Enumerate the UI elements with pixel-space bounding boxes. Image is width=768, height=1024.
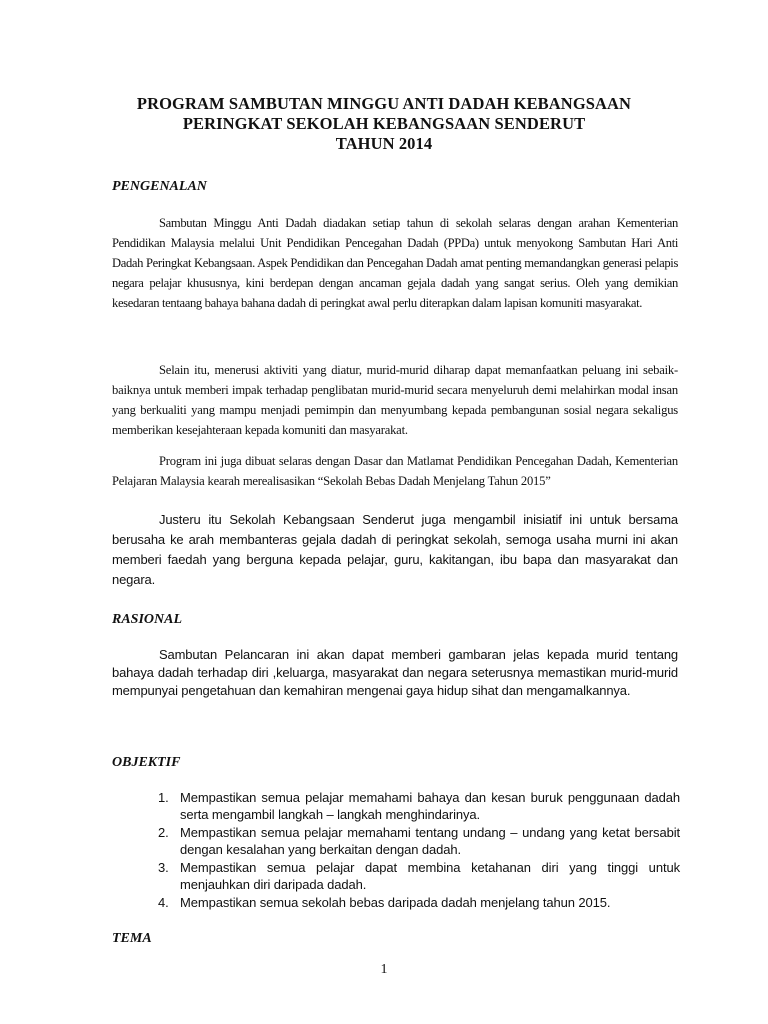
heading-pengenalan: PENGENALAN [112,179,207,194]
paragraph-pengenalan-1: Sambutan Minggu Anti Dadah diadakan setiap tahun di sekolah selaras dengan arahan Kementerian Pendidikan Malaysia melalui Unit Pendidikan Pencegahan Dadah (PPDa) untuk menyokong Sambutan Hari Anti Dadah Peringkat Kebangsaan. Aspek Pendidikan dan Pencegahan Dadah amat penting memandangkan generasi pelapis negara pelajar khususnya, kini berdepan dengan ancaman gejala dadah yang sangat serius. Oleh yang demikian kesedaran tentaang bahaya bahana dadah di peringkat awal perlu diterapkan dalam lapisan komuniti masyarakat. [112,216,678,310]
objective-text: Mempastikan semua pelajar memahami tentang undang – undang yang ketat bersabit dengan kesalahan yang berkaitan dengan dadah. [180,825,680,857]
page-number: 1 [380,962,388,977]
paragraph-pengenalan-2: Selain itu, menerusi aktiviti yang diatur, murid-murid diharap dapat memanfaatkan peluang ini sebaik-baiknya untuk memberi impak terhadap penglibatan murid-murid secara menyeluruh demi melahirkan modal insan yang berkualiti yang mampu menjadi pemimpin dan menyumbang kepada pembangunan sosial negara sekaligus memberikan kesejahteraan kepada komuniti dan masyarakat. [112,363,678,437]
document-title [0,94,768,154]
title-line-2: PERINGKAT SEKOLAH KEBANGSAAN SENDERUT [182,114,586,133]
heading-rasional: RASIONAL [112,612,183,627]
objective-item [112,824,680,858]
objective-list [112,789,680,912]
objective-number: 4. [158,895,169,910]
title-line-3: TAHUN 2014 [335,134,433,153]
heading-objektif: OBJEKTIF [112,755,181,770]
objective-item [112,894,680,911]
paragraph-pengenalan-3: Program ini juga dibuat selaras dengan Dasar dan Matlamat Pendidikan Pencegahan Dadah, Kementerian Pelajaran Malaysia kearah merealisasikan “Sekolah Bebas Dadah Menjelang Tahun 2015” [112,454,678,488]
paragraph-pengenalan-4: Justeru itu Sekolah Kebangsaan Senderut juga mengambil inisiatif ini untuk bersama berusaha ke arah membanteras gejala dadah di peringkat sekolah, semoga usaha murni ini akan memberi faedah yang berguna kepada pelajar, guru, kakitangan, ibu bapa dan masyarakat dan negara. [112,512,678,587]
objective-text: Mempastikan semua sekolah bebas daripada dadah menjelang tahun 2015. [180,895,611,910]
objective-number: 2. [158,825,169,840]
objective-number: 1. [158,790,169,805]
objective-text: Mempastikan semua pelajar dapat membina ketahanan diri yang tinggi untuk menjauhkan diri daripada dadah. [180,860,680,892]
objective-text: Mempastikan semua pelajar memahami bahaya dan kesan buruk penggunaan dadah serta mengambil langkah – langkah menghindarinya. [180,790,680,822]
title-line-1: PROGRAM SAMBUTAN MINGGU ANTI DADAH KEBANGSAAN [136,94,632,113]
objective-item [112,789,680,823]
heading-tema: TEMA [112,931,152,946]
objective-item [112,859,680,893]
paragraph-rasional: Sambutan Pelancaran ini akan dapat memberi gambaran jelas kepada murid tentang bahaya dadah terhadap diri ,keluarga, masyarakat dan negara seterusnya memastikan murid-murid mempunyai pengetahuan dan kemahiran mengenai gaya hidup sihat dan mengamalkannya. [112,647,678,698]
objective-number: 3. [158,860,169,875]
